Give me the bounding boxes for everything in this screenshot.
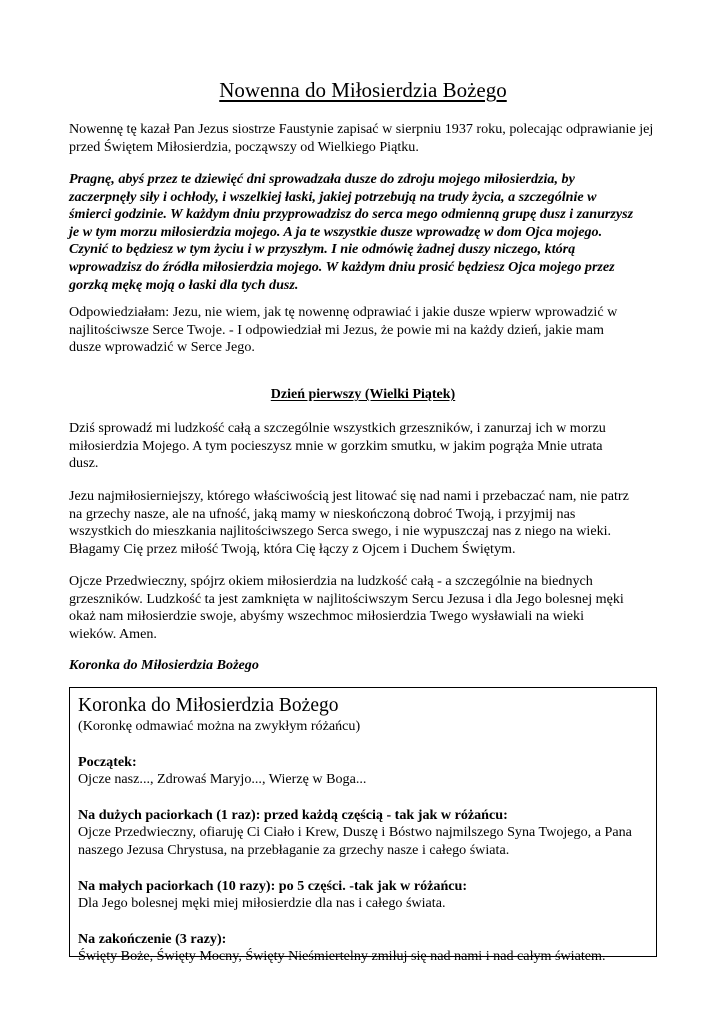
koronka-box-subtitle: (Koronkę odmawiać można na zwykłym różańcu) xyxy=(78,718,361,734)
large-beads-line: Ojcze Przedwieczny, ofiaruję Ci Ciało i Krew, Duszę i Bóstwo najmilszego Syna Twojego, a Pana xyxy=(78,824,632,841)
prayer-line: Ojcze Przedwieczny, spójrz okiem miłosierdzia na ludzkość całą - a szczególnie na biednych xyxy=(69,573,593,589)
response-line: najlitościwsze Serce Twoje. - I odpowiedział mi Jezus, że powie mi na każdy dzień, jakie mam xyxy=(69,321,604,338)
quote-line: wprowadzisz do źródła miłosierdzia mojego. W każdym dniu prosić będziesz Ojca mojego przez xyxy=(69,258,615,275)
koronka-box-content xyxy=(78,694,648,966)
response-paragraph xyxy=(69,304,657,357)
koronka-label: Koronka do Miłosierdzia Bożego xyxy=(69,657,259,673)
start-text: Ojcze nasz..., Zdrowaś Maryjo..., Wierzę w Boga... xyxy=(78,771,367,788)
large-beads-line: naszego Jezusa Chrystusa, na przebłaganie za grzechy nasze i całego świata. xyxy=(78,841,510,858)
quote-line: gorzką mękę moją o łaski dla tych dusz. xyxy=(69,276,299,293)
page-title: Nowenna do Miłosierdzia Bożego xyxy=(219,78,507,102)
ending-text: Święty Boże, Święty Mocny, Święty Nieśmiertelny zmiłuj się nad nami i nad całym światem. xyxy=(78,948,606,965)
start-label: Początek: xyxy=(78,753,137,770)
quote-line: je w tym morzu miłosierdzia mojego. A ja te wszystkie dusze wprowadzę w dom Ojca mojego. xyxy=(69,223,603,240)
quote-line: śmierci godzinie. W każdym dniu przyprowadzisz do serca mego odmienną grupę dusz i zanurzysz xyxy=(69,206,634,223)
quote-line: Czynić to będziesz w tym życiu i w przyszłym. I nie odmówię żadnej duszy niczego, którą xyxy=(69,241,576,258)
day-one-father-prayer-paragraph xyxy=(69,573,657,643)
day-line: Dziś sprowadź mi ludzkość całą a szczególnie wszystkich grzeszników, i zanurzaj ich w morzu xyxy=(69,420,606,436)
prayer-line: wieków. Amen. xyxy=(69,625,157,642)
response-line: dusze wprowadzić w Serce Jego. xyxy=(69,339,255,356)
small-beads-label: Na małych paciorkach (10 razy): po 5 części. -tak jak w różańcu: xyxy=(78,877,468,894)
quote-line: Pragnę, abyś przez te dziewięć dni sprowadzała dusze do zdroju mojego miłosierdzia, by xyxy=(69,171,575,187)
intro-paragraph: Nowennę tę kazał Pan Jezus siostrze Faustynie zapisać w sierpniu 1937 roku, polecając odprawianie jej przed Świętem Miłosierdzia, począwszy od Wielkiego Piątku. xyxy=(69,121,654,155)
koronka-box xyxy=(69,687,657,965)
prayer-line: grzeszników. Ludzkość ta jest zamknięta w najlitościwszym Sercu Jezusa i dla Jego bolesnej męki xyxy=(69,590,624,607)
ending-label: Na zakończenie (3 razy): xyxy=(78,930,227,947)
prayer-line: okaż nam miłosierdzie swoje, abyśmy wszechmoc miłosierdzia Twego wysławiali na wieki xyxy=(69,608,584,625)
day-one-prayer-paragraph xyxy=(69,488,657,558)
prayer-line: Jezu najmiłosierniejszy, którego właściwością jest litować się nad nami i przebaczać nam, nie patrz xyxy=(69,488,629,504)
small-beads-text: Dla Jego bolesnej męki miej miłosierdzie dla nas i całego świata. xyxy=(78,895,446,912)
day-line: dusz. xyxy=(69,455,99,472)
day-line: miłosierdzia Mojego. A tym pocieszysz mnie w gorzkim smutku, w jakim pogrąża Mnie utrata xyxy=(69,437,603,454)
prayer-line: Błagamy Cię przez miłość Twoją, która Cię łączy z Ojcem i Duchem Świętym. xyxy=(69,540,516,557)
jesus-quote-paragraph xyxy=(69,171,657,294)
quote-line: zaczerpnęły siły i ochłody, i wszelkiej łaski, jakiej potrzebują na trudy życia, a szczególnie w xyxy=(69,188,597,205)
day-one-intention-paragraph xyxy=(69,420,657,473)
large-beads-label: Na dużych paciorkach (1 raz): przed każdą częścią - tak jak w różańcu: xyxy=(78,806,508,823)
response-line: Odpowiedziałam: Jezu, nie wiem, jak tę nowennę odprawiać i jakie dusze wpierw wprowadzić w xyxy=(69,304,618,320)
koronka-box-title: Koronka do Miłosierdzia Bożego xyxy=(78,695,339,716)
prayer-line: na grzechy nasze, ale na ufność, jaką mamy w nieskończoną dobroć Twoją, i przyjmij nas xyxy=(69,505,576,522)
day-one-heading: Dzień pierwszy (Wielki Piątek) xyxy=(270,387,456,402)
prayer-line: wszystkich do mieszkania najlitościwszego Serca swego, i nie wypuszczaj nas z niego na wieki. xyxy=(69,523,612,540)
